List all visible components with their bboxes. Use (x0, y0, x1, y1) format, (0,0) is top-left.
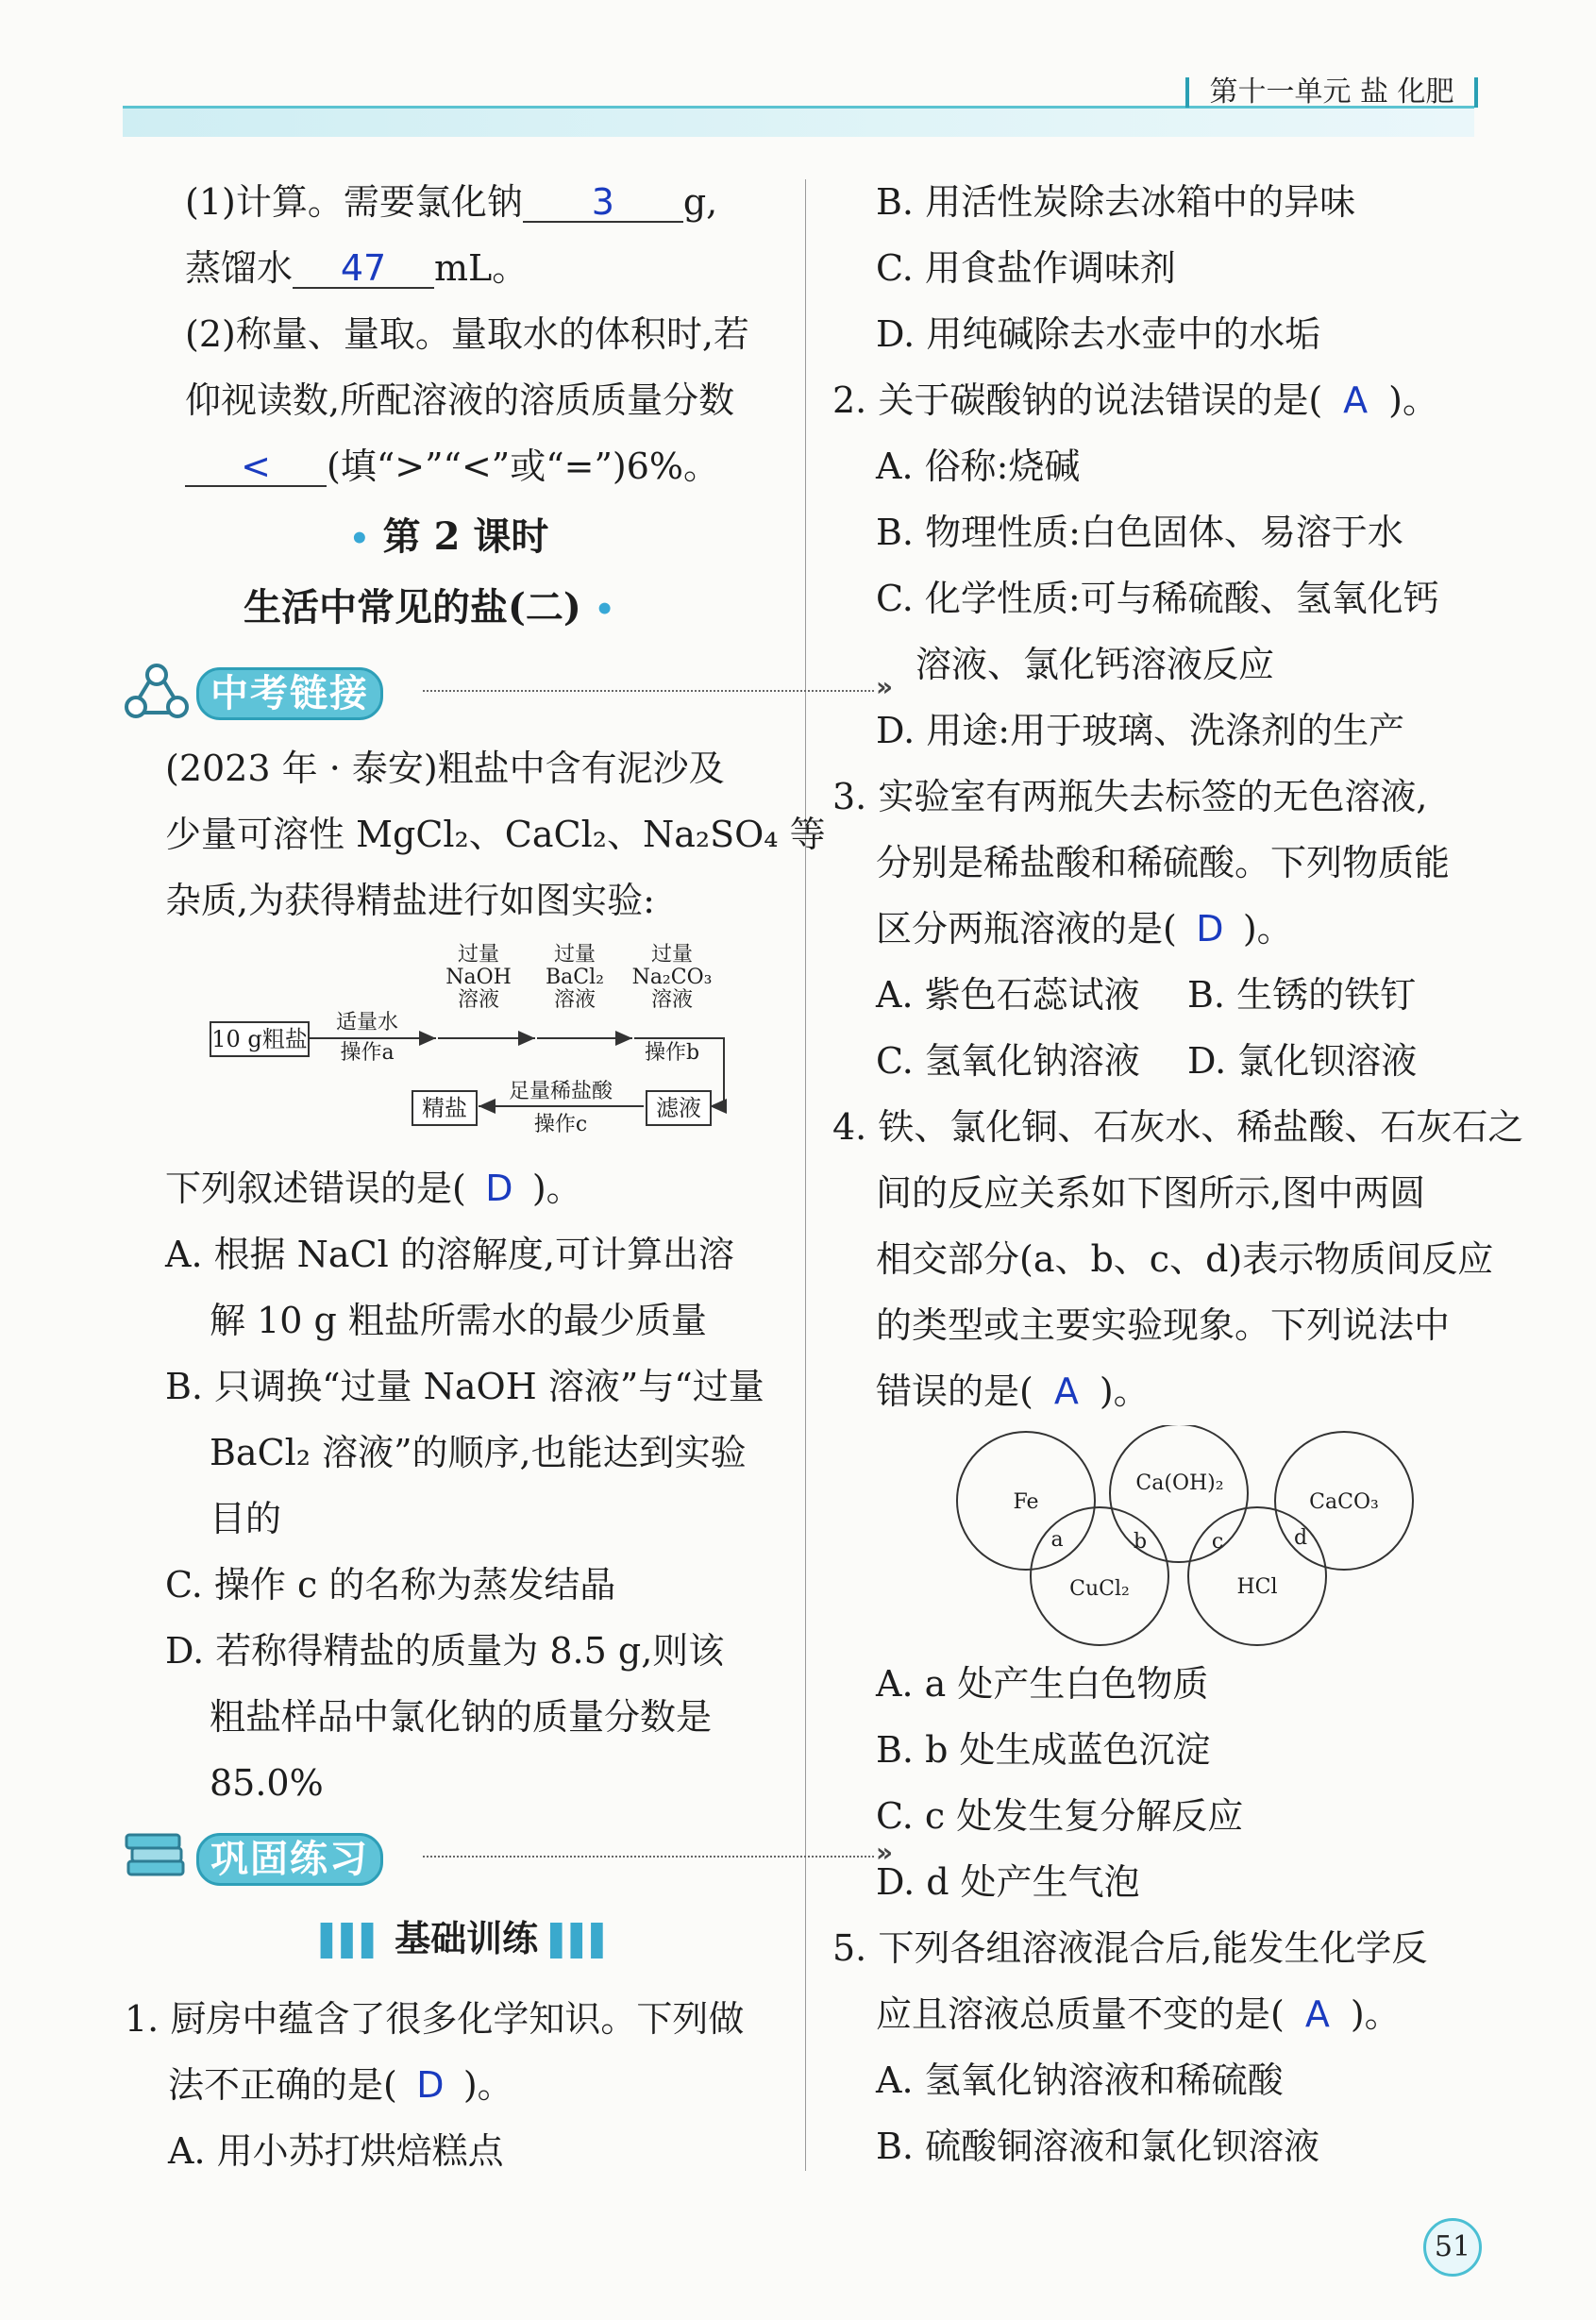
heading-bars-right: ▌▌▌ (550, 1923, 613, 1959)
q2-option-b: B. 物理性质:白色固体、易溶于水 (876, 512, 1403, 553)
reagent3-l1: 过量 (650, 943, 693, 967)
q4-line4: 的类型或主要实验现象。下列说法中 (876, 1304, 1451, 1346)
venn-caco3: CaCO₃ (1309, 1490, 1379, 1514)
q3-answer: D (1196, 908, 1224, 950)
exam-option-a-1: A. 根据 NaCl 的溶解度,可计算出溶 (165, 1234, 734, 1275)
reagent2-l1: 过量 (553, 943, 596, 967)
banner-dots (423, 690, 874, 692)
q5-option-a: A. 氢氧化钠溶液和稀硫酸 (876, 2059, 1284, 2101)
venn-c: c (1211, 1530, 1224, 1554)
calc-line1: (1)计算。需要氯化钠 3 g, (185, 181, 718, 223)
unit-title (1185, 74, 1478, 111)
venn-circles (944, 1425, 1416, 1652)
exam-option-b-3: 目的 (210, 1498, 282, 1539)
exam-answer: D (485, 1168, 513, 1209)
lesson-title: • 第 2 课时 (349, 514, 549, 559)
lesson-subtitle: 生活中常见的盐(二) • (244, 585, 615, 630)
q5-answer: A (1304, 1993, 1330, 2035)
reagent3-l3: 溶液 (650, 988, 693, 1012)
q3-option-c: C. 氢氧化钠溶液 (876, 1040, 1140, 1082)
unit-title-text: 第十一单元 盐 化肥 (1209, 76, 1454, 109)
q1-option-c: C. 用食盐作调味剂 (876, 247, 1176, 289)
banner-exam-link (123, 665, 894, 718)
calc-line3: (2)称量、量取。量取水的体积时,若 (185, 313, 749, 355)
heading-bars-left: ▌▌▌ (321, 1923, 382, 1959)
calc-line2: 蒸馏水 47 mL。 (185, 247, 529, 289)
title-bar-right (1474, 77, 1478, 108)
exam-option-b-2: BaCl₂ 溶液”的顺序,也能达到实验 (210, 1432, 747, 1473)
q1-answer: D (416, 2064, 445, 2106)
q4-answer: A (1053, 1370, 1079, 1412)
page-number: 51 (1423, 2218, 1482, 2277)
double-arrow-icon: » (876, 1837, 894, 1868)
q4-line3: 相交部分(a、b、c、d)表示物质间反应 (876, 1238, 1494, 1280)
exam-option-c: C. 操作 c 的名称为蒸发结晶 (165, 1564, 616, 1606)
q4-option-d: D. d 处产生气泡 (876, 1861, 1140, 1903)
q4-line5: 错误的是( A )。 (876, 1370, 1150, 1412)
exam-stem-3: 杂质,为获得精盐进行如图实验: (165, 880, 655, 921)
banner-practice (123, 1831, 894, 1884)
calc-line5: < (填“>”“<”或“=”)6%。 (185, 444, 719, 489)
box-crude-salt: 10 g粗盐 (210, 1021, 310, 1057)
bullet-dot: • (594, 591, 615, 629)
reagent2-l2: BaCl₂ (546, 966, 604, 989)
exam-option-a-2: 解 10 g 粗盐所需水的最少质量 (210, 1300, 707, 1341)
q1-option-b: B. 用活性炭除去冰箱中的异味 (876, 181, 1356, 223)
reagent1-l2: NaOH (445, 966, 512, 989)
q2-option-c-1: C. 化学性质:可与稀硫酸、氢氧化钙 (876, 578, 1439, 619)
box-filtrate: 滤液 (646, 1090, 712, 1126)
q2-answer: A (1343, 379, 1369, 421)
q5-option-b: B. 硫酸铜溶液和氯化钡溶液 (876, 2126, 1320, 2167)
flowchart (200, 944, 748, 1170)
step-a-bottom: 操作a (340, 1041, 395, 1065)
reagent3-l2: Na₂CO₃ (631, 966, 713, 989)
answer-nacl: 3 (591, 181, 614, 223)
answer-compare: < (241, 446, 271, 487)
q1-option-a: A. 用小苏打烘焙糕点 (168, 2130, 504, 2172)
molecule-icon (123, 664, 191, 720)
exam-option-d-1: D. 若称得精盐的质量为 8.5 g,则该 (165, 1630, 725, 1672)
q1-option-d: D. 用纯碱除去水壶中的水垢 (876, 313, 1321, 355)
venn-hcl: HCl (1236, 1575, 1278, 1599)
q3-line2: 分别是稀盐酸和稀硫酸。下列物质能 (876, 842, 1451, 883)
bullet-dot: • (349, 520, 370, 558)
q3-option-b: B. 生锈的铁钉 (1187, 974, 1417, 1016)
exam-option-d-3: 85.0% (210, 1762, 324, 1804)
step-b: 操作b (644, 1041, 700, 1065)
q3-option-d: D. 氯化钡溶液 (1187, 1040, 1418, 1082)
q1-line2: 法不正确的是( D )。 (168, 2064, 513, 2106)
q4-line1: 4. 铁、氯化铜、石灰水、稀盐酸、石灰石之 (832, 1106, 1524, 1148)
q3-line3: 区分两瓶溶液的是( D )。 (876, 908, 1293, 950)
reagent1-l1: 过量 (457, 943, 499, 967)
box-refined-salt: 精盐 (412, 1090, 478, 1126)
q4-option-c: C. c 处发生复分解反应 (876, 1795, 1244, 1837)
q3-line1: 3. 实验室有两瓶失去标签的无色溶液, (832, 776, 1428, 817)
exam-option-d-2: 粗盐样品中氯化钠的质量分数是 (210, 1696, 713, 1738)
exam-question: 下列叙述错误的是( D )。 (165, 1168, 582, 1209)
venn-cucl2: CuCl₂ (1069, 1577, 1130, 1601)
q3-option-a: A. 紫色石蕊试液 (876, 974, 1140, 1016)
q4-line2: 间的反应关系如下图所示,图中两圆 (876, 1172, 1426, 1214)
venn-d: d (1293, 1526, 1308, 1550)
venn-fe: Fe (1013, 1490, 1039, 1514)
q4-option-a: A. a 处产生白色物质 (876, 1663, 1209, 1705)
exam-stem-2: 少量可溶性 MgCl₂、CaCl₂、Na₂SO₄ 等 (165, 814, 826, 855)
double-arrow-icon: » (876, 671, 894, 702)
basic-training-heading: ▌▌▌ 基础训练 ▌▌▌ (321, 1918, 613, 1959)
banner-exam-label: 中考链接 (196, 667, 383, 720)
venn-caoh2: Ca(OH)₂ (1135, 1471, 1224, 1495)
banner-dots (423, 1856, 874, 1858)
q1-line1: 1. 厨房中蕴含了很多化学知识。下列做 (125, 1998, 745, 2040)
q5-line1: 5. 下列各组溶液混合后,能发生化学反 (832, 1927, 1428, 1969)
q4-option-b: B. b 处生成蓝色沉淀 (876, 1729, 1211, 1771)
reagent2-l3: 溶液 (553, 988, 596, 1012)
q2-option-d: D. 用途:用于玻璃、洗涤剂的生产 (876, 710, 1405, 751)
step-c-bottom: 操作c (533, 1113, 588, 1136)
step-c-top: 足量稀盐酸 (508, 1080, 613, 1103)
venn-a: a (1050, 1528, 1064, 1552)
column-divider (805, 179, 806, 2171)
books-icon (123, 1829, 191, 1886)
q2-line1: 2. 关于碳酸钠的说法错误的是( A )。 (832, 379, 1438, 421)
exam-stem-1: (2023 年 · 泰安)粗盐中含有泥沙及 (165, 748, 725, 789)
exam-option-b-1: B. 只调换“过量 NaOH 溶液”与“过量 (165, 1366, 764, 1407)
step-a-top: 适量水 (335, 1011, 398, 1034)
reagent1-l3: 溶液 (457, 988, 499, 1012)
q5-line2: 应且溶液总质量不变的是( A )。 (876, 1993, 1401, 2035)
venn-b: b (1133, 1530, 1148, 1554)
banner-practice-label: 巩固练习 (196, 1833, 383, 1886)
venn-diagram (944, 1425, 1416, 1652)
q2-option-a: A. 俗称:烧碱 (876, 446, 1081, 487)
title-bar-left (1185, 77, 1189, 108)
answer-water: 47 (340, 247, 387, 289)
q2-option-c-2: 溶液、氯化钙溶液反应 (916, 644, 1275, 685)
calc-line4: 仰视读数,所配溶液的溶质质量分数 (185, 379, 735, 421)
